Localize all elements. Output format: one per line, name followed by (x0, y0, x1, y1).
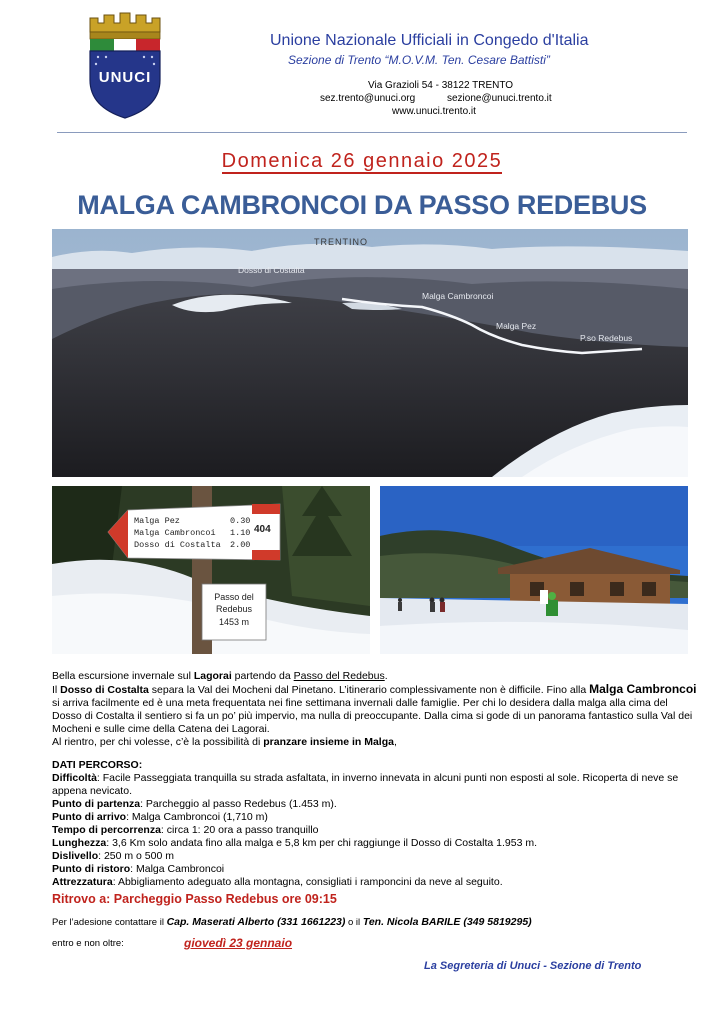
detail-item: Punto di partenza: Parcheggio al passo Redebus (1.453 m). (52, 798, 337, 810)
detail-item: Punto di ristoro: Malga Cambroncoi (52, 863, 225, 875)
detail-item: Tempo di percorrenza: circa 1: 20 ora a passo tranquillo (52, 824, 319, 836)
intro-section (52, 670, 698, 749)
intro-paragraph-2: Il Dosso di Costalta separa la Val dei Mocheni dal Pinetano. L’itinerario complessivamente non è difficile. Fino alla Malga Cambroncoi si arriva facilmente ed è una meta frequentata nei fine settimana invernali dalle famiglie. Per chi lo desidera dalla malga alla cima del Dosso di Costalta il sentiero si fa un po’ più impervio, ma nulla di preoccupante. Dalla cima si gode di un panorama fantastico sulla Val dei Mocheni e sulle cime della Catena dei Lagorai. (52, 682, 697, 735)
malga-hut-photo (380, 486, 688, 654)
plate-line-2: Redebus (215, 604, 253, 614)
contact-line: Per l’adesione contattare il Cap. Maserati Alberto (331 1661223) o il Ten. Nicola BARILE (349 5819295) (52, 916, 532, 928)
email-secondary[interactable]: sezione@unuci.trento.it (447, 93, 552, 104)
map-label-malga-pez: Malga Pez (496, 321, 537, 331)
header-divider (57, 132, 687, 133)
deadline-label: entro e non oltre: (52, 938, 124, 949)
details-heading: DATI PERCORSO: (52, 759, 143, 771)
meeting-point: Ritrovo a: Parcheggio Passo Redebus ore 09:15 (52, 892, 337, 906)
detail-item: Lunghezza: 3,6 Km solo andata fino alla malga e 5,8 km per chi raggiunge il Dosso di Costalta 1.953 m. (52, 837, 537, 849)
trail-sign-photo (52, 486, 370, 654)
detail-item: Dislivello: 250 m o 500 m (52, 850, 174, 862)
sign-row-3 (134, 540, 221, 550)
plate-line-1: Passo del (214, 592, 254, 602)
detail-item: Difficoltà: Facile Passeggiata tranquilla su strada asfaltata, in inverno innevata in alcuni punti non esposti al sole. Ricoperta di neve se appena nevicato. (52, 772, 679, 797)
map-label-dosso: Dosso di Costalta (238, 265, 305, 275)
email-primary[interactable]: sez.trento@unuci.org (320, 93, 416, 104)
detail-item: Punto di arrivo: Malga Cambroncoi (1,710 m) (52, 811, 268, 823)
route-overview-photo (52, 229, 688, 477)
unuci-logo (82, 12, 168, 120)
route-details (52, 759, 698, 889)
brand-label: TRENTINO (314, 237, 368, 247)
intro-paragraph-1: Bella escursione invernale sul Lagorai partendo da Passo del Redebus. (52, 670, 388, 682)
map-label-passo-redebus: P.so Redebus (580, 333, 633, 343)
org-name: Unione Nazionale Ufficiali in Congedo d'Italia (270, 32, 589, 49)
website-link[interactable]: www.unuci.trento.it (392, 106, 476, 117)
sign-dest-name: Dosso di Costalta (134, 540, 221, 550)
address: Via Grazioli 54 - 38122 TRENTO (368, 80, 514, 91)
sign-dest-name: Malga Pez (134, 516, 180, 526)
event-title: MALGA CAMBRONCOI DA PASSO REDEBUS (77, 190, 647, 220)
sign-time-2: 1.10 (230, 528, 251, 538)
detail-item: Attrezzatura: Abbigliamento adeguato alla montagna, consigliati i ramponcini da neve al seguito. (52, 876, 503, 888)
logo-text: UNUCI (98, 69, 152, 86)
deadline-date: giovedì 23 gennaio (184, 936, 293, 950)
intro-paragraph-3: Al rientro, per chi volesse, c’è la possibilità di pranzare insieme in Malga, (52, 736, 397, 748)
sign-row-1 (134, 516, 180, 526)
sign-dest-name: Malga Cambroncoi (134, 528, 216, 538)
sign-row-2 (134, 528, 216, 538)
sign-time-1: 0.30 (230, 516, 251, 526)
plate-line-3: 1453 m (218, 617, 250, 627)
map-label-malga-cambroncoi: Malga Cambroncoi (422, 291, 494, 301)
signature: La Segreteria di Unuci - Sezione di Trento (424, 960, 642, 972)
sign-time-3: 2.00 (230, 540, 251, 550)
org-section: Sezione di Trento “M.O.V.M. Ten. Cesare Battisti” (288, 53, 550, 67)
trail-number: 404 (254, 524, 271, 535)
event-date: Domenica 26 gennaio 2025 (221, 150, 503, 172)
